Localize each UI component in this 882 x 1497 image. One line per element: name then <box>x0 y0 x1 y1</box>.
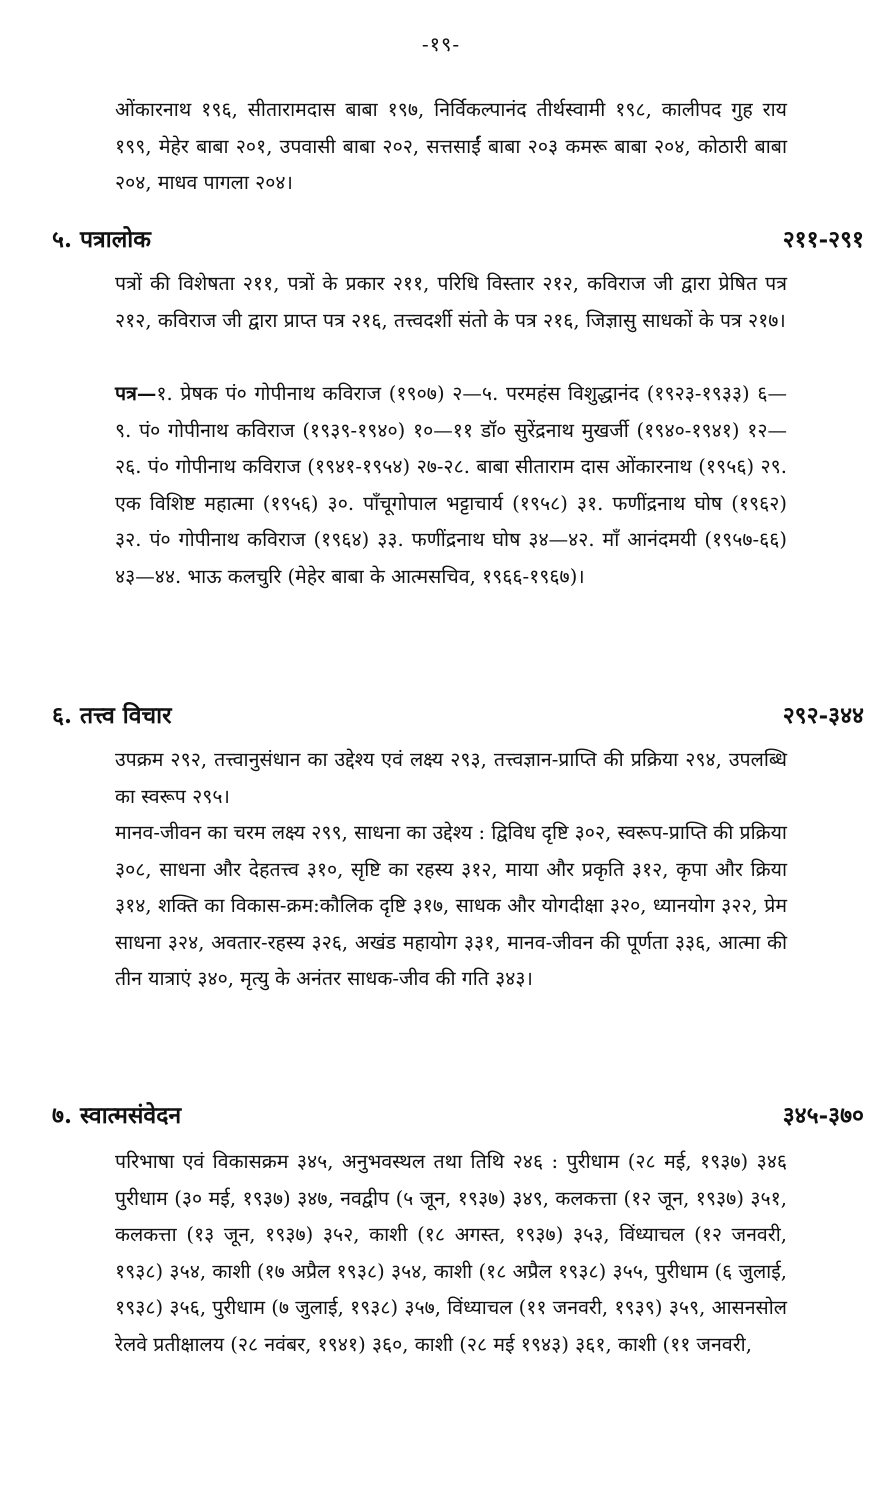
section-title: ६. तत्त्व विचार <box>52 702 172 729</box>
section-page-range: ३४५-३७० <box>782 1102 864 1129</box>
section-paragraph: मानव-जीवन का चरम लक्ष्य २९९, साधना का उद्देश्य : द्विविध दृष्टि ३०२, स्वरूप-प्राप्ति की प्रक्रिया ३०८, साधना और देहतत्त्व ३१०, सृष्टि का रहस्य ३१२, माया और प्रकृति ३१२, कृपा और क्रिया ३१४, शक्ति का विकास-क्रम:कौलिक दृष्टि ३१७, साधक और योगदीक्षा ३२०, ध्यानयोग ३२२, प्रेम साधना ३२४, अवतार-रहस्य ३२६, अखंड महायोग ३३१, मानव-जीवन की पूर्णता ३३६, आत्मा की तीन यात्राएं ३४०, मृत्यु के अनंतर साधक-जीव की गति ३४३। <box>115 821 787 990</box>
section-title: ७. स्वात्मसंवेदन <box>52 1102 182 1129</box>
paragraph-body: १. प्रेषक पं० गोपीनाथ कविराज (१९०७) २—५. परमहंस विशुद्धानंद (१९२३-१९३३) ६—९. पं० गोपीनाथ कविराज (१९३९-१९४०) १०—११ डॉ० सुरेंद्रनाथ मुखर्जी (१९४०-१९४१) १२—२६. पं० गोपीनाथ कविराज (१९४१-१९५४) २७-२८. बाबा सीताराम दास ओंकारनाथ (१९५६) २९. एक विशिष्ट महात्मा (१९५६) ३०. पाँचूगोपाल भट्टाचार्य (१९५८) ३१. फणींद्रनाथ घोष (१९६२) ३२. पं० गोपीनाथ कविराज (१९६४) ३३. फणींद्रनाथ घोष ३४—४२. माँ आनंदमयी (१९५७-६६) ४३—४४. भाऊ कलचुरि (मेहेर बाबा के आत्मसचिव, १९६६-१९६७)। <box>115 382 787 588</box>
section-title: ५. पत्रालोक <box>52 226 151 253</box>
section-page-range: २११-२९१ <box>782 226 864 253</box>
section-paragraph: उपक्रम २९२, तत्त्वानुसंधान का उद्देश्य एवं लक्ष्य २९३, तत्त्वज्ञान-प्राप्ति की प्रक्रिया २९४, उपलब्धि का स्वरूप २९५। <box>115 748 787 808</box>
section-paragraph: परिभाषा एवं विकासक्रम ३४५, अनुभवस्थल तथा तिथि २४६ : पुरीधाम (२८ मई, १९३७) ३४६ पुरीधाम (३० मई, १९३७) ३४७, नवद्वीप (५ जून, १९३७) ३४९, कलकत्ता (१२ जून, १९३७) ३५१, कलकत्ता (१३ जून, १९३७) ३५२, काशी (१८ अगस्त, १९३७) ३५३, विंध्याचल (१२ जनवरी, १९३८) ३५४, काशी (१७ अप्रैल १९३८) ३५४, काशी (१८ अप्रैल १९३८) ३५५, पुरीधाम (६ जुलाई, १९३८) ३५६, पुरीधाम (७ जुलाई, १९३८) ३५७, विंध्याचल (११ जनवरी, १९३९) ३५९, आसनसोल रेलवे प्रतीक्षालय (२८ नवंबर, १९४१) ३६०, काशी (२८ मई १९४३) ३६१, काशी (११ जनवरी, <box>115 1150 787 1356</box>
section-paragraph: पत्रों की विशेषता २११, पत्रों के प्रकार २११, परिधि विस्तार २१२, कविराज जी द्वारा प्रेषित पत्र २१२, कविराज जी द्वारा प्राप्त पत्र २१६, तत्त्वदर्शी संतो के पत्र २१६, जिज्ञासु साधकों के पत्र २१७। <box>115 272 787 332</box>
section-page-range: २९२-३४४ <box>782 702 864 729</box>
paragraph-lead: पत्र— <box>115 382 157 405</box>
section-paragraph-letters <box>115 376 787 595</box>
intro-paragraph: ओंकारनाथ १९६, सीतारामदास बाबा १९७, निर्विकल्पानंद तीर्थस्वामी १९८, कालीपद गुह राय १९९, मेहेर बाबा २०१, उपवासी बाबा २०२, सत्तसाईं बाबा २०३ कमरू बाबा २०४, कोठारी बाबा २०४, माधव पागला २०४। <box>115 98 787 194</box>
page-number: -१९- <box>421 32 461 56</box>
section-heading-patralok <box>52 222 864 262</box>
section-heading-tattva-vichar <box>52 698 864 738</box>
section-heading-svatmasamvedan <box>52 1098 864 1138</box>
